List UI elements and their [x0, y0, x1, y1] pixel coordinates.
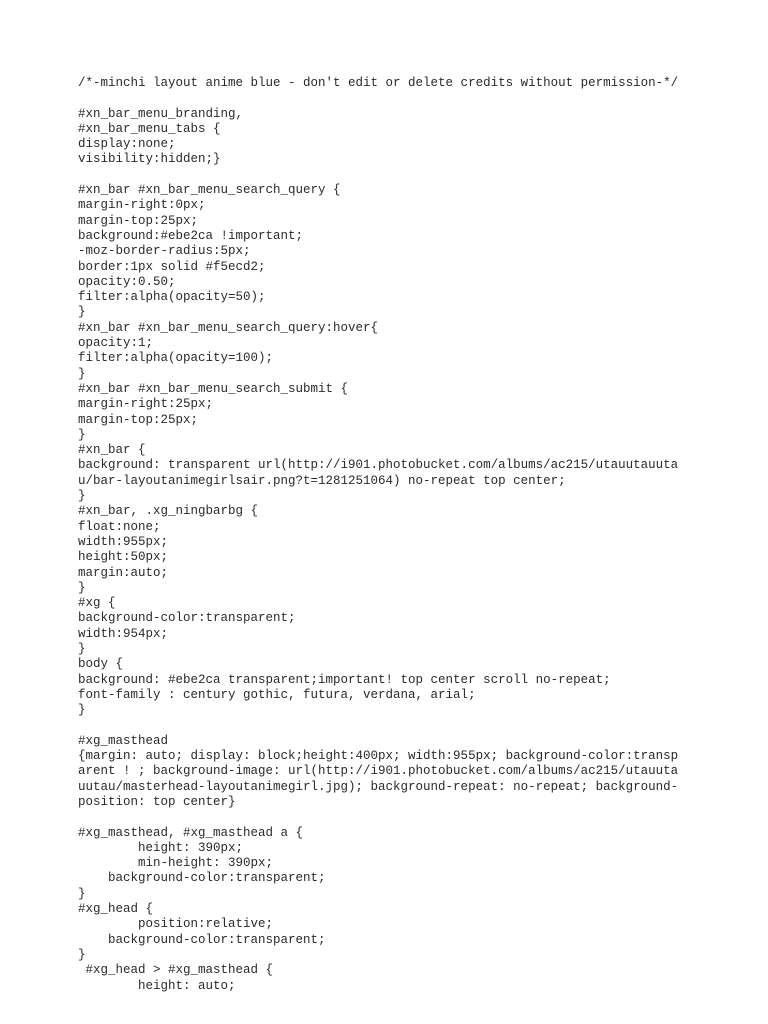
- code-line: body {: [78, 657, 124, 672]
- code-line: }: [78, 886, 86, 901]
- code-line: margin-right:0px;: [78, 198, 206, 213]
- code-line: [78, 168, 758, 183]
- code-line: #xn_bar #xn_bar_menu_search_submit {: [78, 381, 349, 396]
- code-line: }: [78, 703, 86, 718]
- code-line: }: [78, 947, 86, 962]
- code-line: #xg_masthead: [78, 733, 169, 748]
- code-line: }: [78, 427, 86, 442]
- code-line: /*-minchi layout anime blue - don't edit or delete credits without permission-*/: [78, 76, 679, 90]
- code-line: position: top center}: [78, 794, 236, 809]
- code-line: font-family : century gothic, futura, verdana, arial;: [78, 687, 476, 702]
- code-line: [78, 91, 758, 106]
- code-line: margin-top:25px;: [78, 412, 199, 427]
- code-line: background-color:transparent;: [78, 932, 326, 947]
- code-line: #xn_bar_menu_branding,: [78, 106, 244, 121]
- code-line: display:none;: [78, 137, 176, 152]
- code-line: margin-right:25px;: [78, 397, 214, 412]
- code-line: -moz-border-radius:5px;: [78, 244, 251, 259]
- code-line: #xn_bar, .xg_ningbarbg {: [78, 504, 259, 519]
- code-line: }: [78, 305, 86, 320]
- code-line: margin:auto;: [78, 565, 169, 580]
- code-line: background:#ebe2ca !important;: [78, 228, 304, 243]
- code-line: width:954px;: [78, 626, 169, 641]
- code-line: background-color:transparent;: [78, 871, 326, 886]
- code-line: }: [78, 366, 86, 381]
- code-line: uutau/masterhead-layoutanimegirl.jpg); background-repeat: no-repeat; background-: [78, 779, 679, 794]
- code-line: }: [78, 489, 86, 504]
- code-line: border:1px solid #f5ecd2;: [78, 259, 266, 274]
- code-line: {margin: auto; display: block;height:400px; width:955px; background-color:transp: [78, 749, 679, 764]
- code-line: #xg_head {: [78, 902, 154, 917]
- code-line: margin-top:25px;: [78, 213, 199, 228]
- code-line: opacity:1;: [78, 336, 154, 351]
- code-line: #xn_bar {: [78, 443, 146, 458]
- code-line: [78, 810, 758, 825]
- code-line: }: [78, 580, 86, 595]
- code-line: background: #ebe2ca transparent;important! top center scroll no-repeat;: [78, 672, 611, 687]
- code-line: #xn_bar #xn_bar_menu_search_query {: [78, 183, 341, 198]
- code-line: width:955px;: [78, 534, 169, 549]
- code-line: filter:alpha(opacity=50);: [78, 290, 266, 305]
- code-line: #xn_bar #xn_bar_menu_search_query:hover{: [78, 320, 379, 335]
- code-line: #xg_head > #xg_masthead {: [78, 963, 274, 978]
- code-line: #xg_masthead, #xg_masthead a {: [78, 825, 304, 840]
- code-line: height:50px;: [78, 550, 169, 565]
- code-line: visibility:hidden;}: [78, 152, 221, 167]
- code-line: [78, 718, 758, 733]
- code-line: position:relative;: [78, 917, 274, 932]
- code-line: min-height: 390px;: [78, 856, 274, 871]
- code-line: height: auto;: [78, 978, 236, 993]
- code-line: height: 390px;: [78, 840, 244, 855]
- code-line: arent ! ; background-image: url(http://i901.photobucket.com/albums/ac215/utauuta: [78, 764, 679, 779]
- code-line: #xg {: [78, 596, 116, 611]
- code-line: opacity:0.50;: [78, 274, 176, 289]
- code-line: }: [78, 641, 86, 656]
- code-line: filter:alpha(opacity=100);: [78, 351, 274, 366]
- css-code-block: [78, 76, 758, 994]
- code-line: background: transparent url(http://i901.photobucket.com/albums/ac215/utauutauuta: [78, 458, 679, 473]
- code-line: u/bar-layoutanimegirlsair.png?t=1281251064) no-repeat top center;: [78, 473, 566, 488]
- code-line: background-color:transparent;: [78, 611, 296, 626]
- code-line: #xn_bar_menu_tabs {: [78, 121, 221, 136]
- code-line: float:none;: [78, 519, 161, 534]
